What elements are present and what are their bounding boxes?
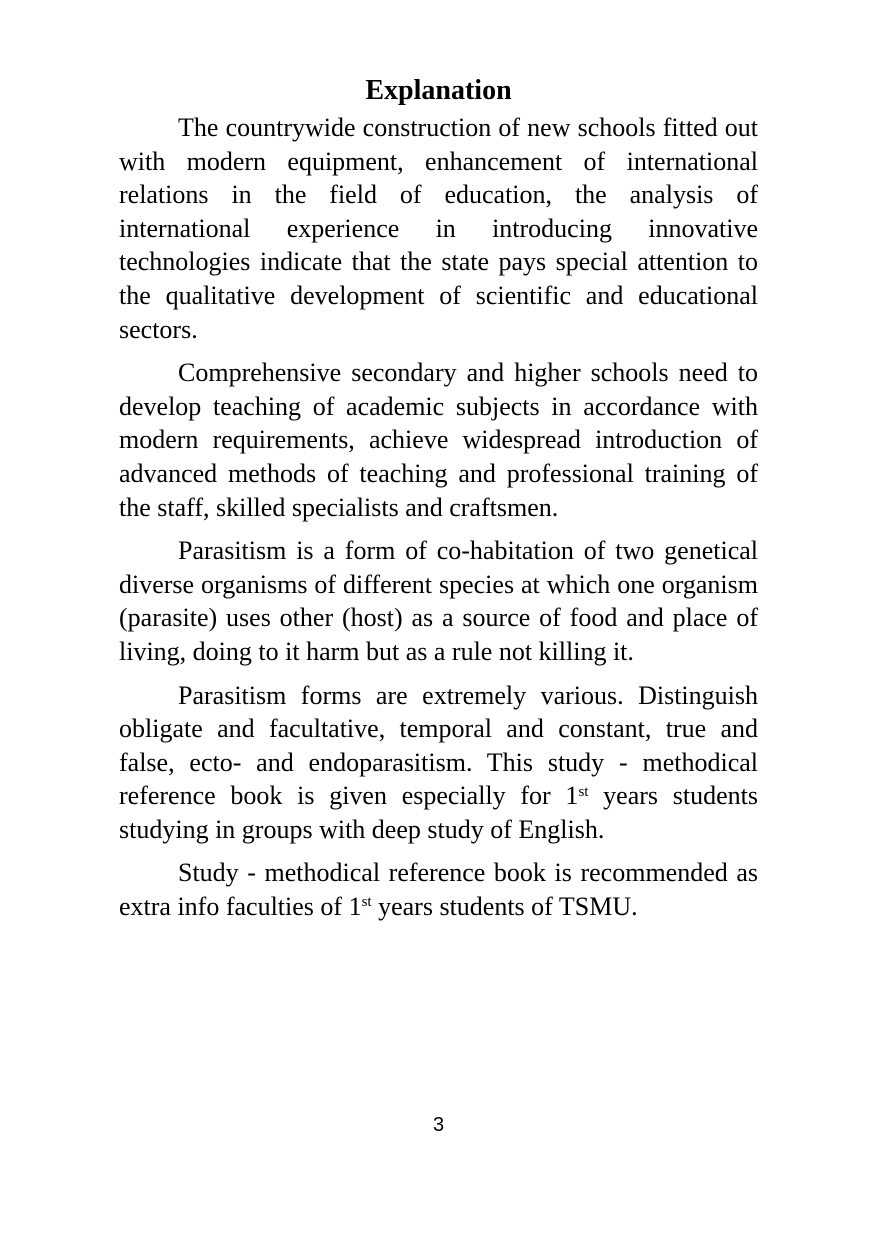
paragraph-text: Parasitism forms are extremely various. Distinguish obligate and facultative, temporal and constant, true and false, ecto- and endoparasitism. This study - methodical reference book is given especially for 1 <box>119 680 758 811</box>
paragraph-teaching-development: Comprehensive secondary and higher schools need to develop teaching of academic subjects in accordance with modern requirements, achieve widespread introduction of advanced methods of teaching and professional training of the staff, skilled specialists and craftsmen. <box>119 358 758 522</box>
page-number: 3 <box>432 1114 445 1136</box>
page-title: Explanation <box>365 75 512 106</box>
ordinal-superscript: st <box>578 783 589 800</box>
paragraph-parasitism-definition: Parasitism is a form of co-habitation of two genetical diverse organisms of different species at which one organism (parasite) uses other (host) as a source of food and place of living, doing to it harm but as a rule not killing it. <box>119 536 758 666</box>
paragraph-parasitism-forms <box>119 679 758 847</box>
page-content <box>119 72 758 934</box>
paragraph-text: years students studying in groups with deep study of English. <box>119 781 758 844</box>
paragraph-text: Study - methodical reference book is recommended as extra info faculties of 1 <box>119 858 758 922</box>
paragraph-text: years students of TSMU. <box>371 892 638 922</box>
paragraph-schools-construction: The countrywide construction of new schools fitted out with modern equipment, enhancement of international relations in the field of education, the analysis of international experience in introducing innovative technologies indicate that the state pays special attention to the qualitative development of scientific and educational sectors. <box>119 113 758 344</box>
ordinal-superscript: st <box>361 894 372 911</box>
paragraph-recommendation <box>119 856 758 923</box>
